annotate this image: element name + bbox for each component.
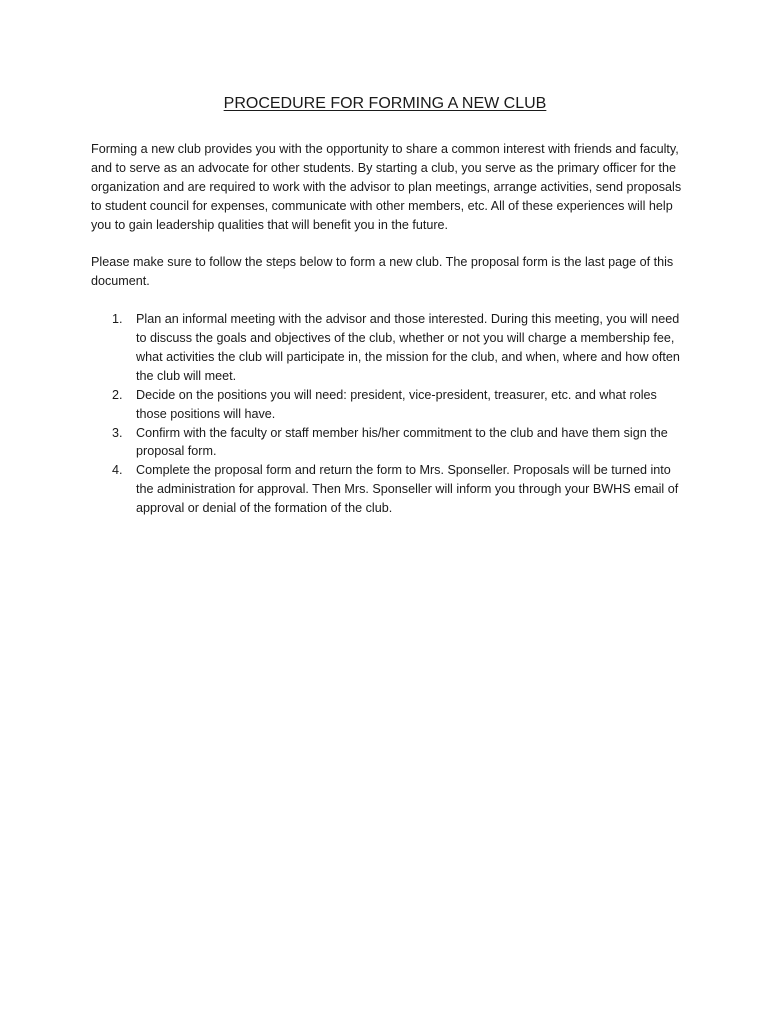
document-body	[91, 140, 691, 518]
intro-paragraph: Forming a new club provides you with the opportunity to share a common interest with friends and faculty, and to serve as an advocate for other students. By starting a club, you serve as the primary officer for the organization and are required to work with the advisor to plan meetings, arrange activities, send proposals to student council for expenses, communicate with other members, etc. All of these experiences will help you to gain leadership qualities that will benefit you in the future.	[91, 142, 682, 232]
list-item	[91, 424, 691, 462]
step-number: 1.	[112, 312, 123, 327]
step-text: Complete the proposal form and return the form to Mrs. Sponseller. Proposals will be turned into the administration for approval. Then Mrs. Sponseller will inform you through your BWHS email of approval or denial of the formation of the club.	[136, 463, 679, 516]
step-number: 3.	[112, 425, 123, 440]
step-number: 2.	[112, 387, 123, 402]
step-text: Decide on the positions you will need: president, vice-president, treasurer, etc. and what roles those positions will have.	[136, 387, 657, 421]
list-item	[91, 461, 691, 518]
steps-list	[91, 310, 691, 518]
step-text: Plan an informal meeting with the advisor and those interested. During this meeting, you will need to discuss the goals and objectives of the club, whether or not you will charge a membership fee, what activities the club will participate in, the mission for the club, and when, where and how often the club will meet.	[136, 312, 680, 383]
list-item	[91, 386, 691, 424]
instructions-paragraph: Please make sure to follow the steps below to form a new club. The proposal form is the last page of this document.	[91, 255, 674, 289]
document-title: PROCEDURE FOR FORMING A NEW CLUB	[223, 95, 547, 112]
step-text: Confirm with the faculty or staff member his/her commitment to the club and have them sign the proposal form.	[136, 425, 668, 459]
list-item	[91, 310, 691, 386]
step-number: 4.	[112, 463, 123, 478]
